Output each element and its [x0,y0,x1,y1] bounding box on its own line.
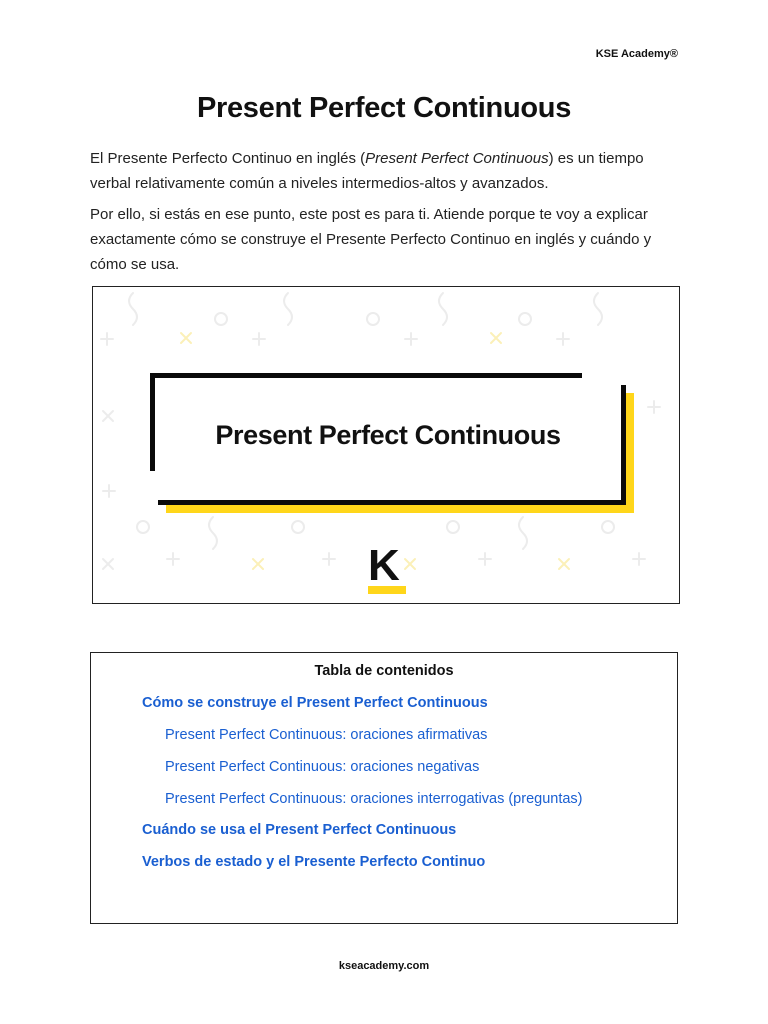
toc-title: Tabla de contenidos [314,663,454,679]
brand-name: KSE Academy® [595,48,678,60]
kse-logo [366,541,408,594]
intro-text-before: El Presente Perfecto Continuo en inglés ( [90,150,366,167]
toc-link-afirmativas[interactable]: Present Perfect Continuous: oraciones afirmativas [165,727,488,743]
toc-link-interrogativas[interactable]: Present Perfect Continuous: oraciones interrogativas (preguntas) [165,791,583,807]
toc-link-cuando-se-usa[interactable]: Cuándo se usa el Present Perfect Continuous [142,822,457,838]
intro-paragraph-2: Por ello, si estás en ese punto, este post es para ti. Atiende porque te voy a explicar exactamente cómo se construye el Presente Perfecto Continuo en inglés y cuándo y cómo se usa. [90,206,652,273]
logo-letter: K [368,541,400,590]
intro-paragraph-1 [90,146,680,196]
banner-title: Present Perfect Continuous [215,420,561,450]
toc-link-verbos-de-estado[interactable]: Verbos de estado y el Presente Perfecto Continuo [142,854,486,870]
footer-site: kseacademy.com [338,960,430,972]
toc-link-como-se-construye[interactable]: Cómo se construye el Present Perfect Continuous [142,695,488,711]
table-of-contents [90,652,678,924]
toc-link-negativas[interactable]: Present Perfect Continuous: oraciones negativas [165,759,480,775]
intro-text-after: ) es un tiempo verbal relativamente común a niveles intermedios-altos y avanzados. [90,150,644,192]
intro-italic-term: Present Perfect Continuous [365,150,549,167]
page-title: Present Perfect Continuous [196,92,572,124]
